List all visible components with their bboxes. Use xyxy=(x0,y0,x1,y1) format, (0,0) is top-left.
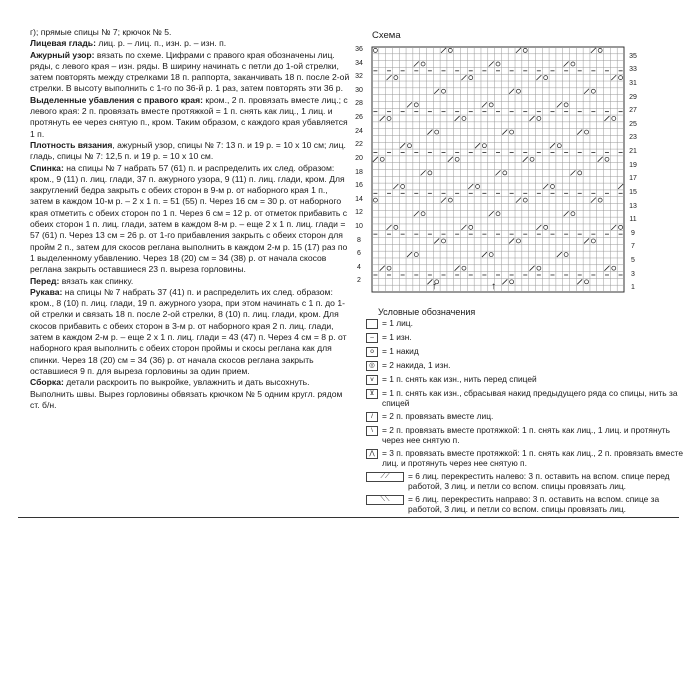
sleeves-paragraph: Рукава: на спицы № 7 набрать 37 (41) п. и распределить их след. образом: кром., 8 (10) п. лиц. глади, 19 п. ажурного узора, при этом начинать с 1 п. до 1-ой стрелки и связать 18 п. после 2-ой стрелки, 8 (10) п. лиц. глади, кром. Для скосов прибавить с обеих сторон в 3-м р. от наборного края 2 п. лиц. глади, затем в каждом 2-м р. – еще 2 х 1 п. лиц. глади = 43 (47) п. Через 4 см = 8 р. от наборного края выполнить с обеих сторон проймы и скосы реглана как для спинки. Через 18 (20) см = 34 (36) р. от начала скосов реглана закрыть оставшиеся 9 п. для выреза горловины за один прием. xyxy=(30,286,347,376)
row-number-left: 24 xyxy=(355,127,363,135)
repeat-start-arrow-icon: ↑ xyxy=(432,281,437,292)
row-number-left: 16 xyxy=(355,182,363,190)
legend-title: Условные обозначения xyxy=(378,307,476,317)
assembly-paragraph: Сборка: детали раскроить по выкройке, увлажнить и дать высохнуть. Выполнить швы. Вырез горловины обвязать крючком № 5 одним кругл. рядом ст. б/н. xyxy=(30,377,343,410)
row-number-right: 33 xyxy=(629,66,637,74)
row-number-left: 10 xyxy=(355,222,363,230)
legend-list xyxy=(366,318,686,517)
decreases-paragraph: Выделенные убавления с правого края: кром., 2 п. провязать вместе лиц.; с левого края: 2 п. провязать вместе протяжкой = 1 п. снять как лиц., 1 лиц. и протянуть ее через снятую п., кром. Таким образом, с каждого края убавляется 1 п. xyxy=(30,94,348,139)
row-number-right: 25 xyxy=(629,120,637,128)
row-number-right: 11 xyxy=(629,216,637,224)
legend-item xyxy=(366,318,686,329)
row-number-left: 20 xyxy=(355,154,363,162)
legend-text: = 2 п. провязать вместе протяжкой: 1 п. снять как лиц., 1 лиц. и протянуть через нее снятую п. xyxy=(382,425,670,445)
legend-symbol-icon: ⋀ xyxy=(366,449,378,459)
legend-symbol-icon: ◎ xyxy=(366,361,378,371)
legend-text: = 3 п. провязать вместе протяжкой: 1 п. снять как лиц., 2 п. провязать вместе лиц. и протянуть через нее снятую п. xyxy=(382,448,684,468)
row-number-right: 17 xyxy=(629,175,637,183)
legend-text: = 6 лиц. перекрестить направо: 3 п. оставить на вспом. спице за работой, 3 лиц. и петли со вспом. спицы провязать лиц. xyxy=(408,494,660,514)
legend-item xyxy=(366,448,686,468)
row-number-right: 31 xyxy=(629,80,637,88)
front-paragraph: Перед: вязать как спинку. xyxy=(30,275,134,286)
legend-item xyxy=(366,411,686,422)
row-number-left: 8 xyxy=(357,236,361,244)
legend-text: = 1 п. снять как изн., сбрасывая накид предыдущего ряда со спицы, нить за спицей xyxy=(382,388,678,408)
chart-grid xyxy=(370,45,660,295)
stockinette-paragraph: Лицевая гладь: лиц. р. – лиц. п., изн. р. – изн. п. xyxy=(30,38,227,49)
row-number-right: 13 xyxy=(629,202,637,210)
row-number-right: 23 xyxy=(629,134,637,142)
row-number-right: 35 xyxy=(629,52,637,60)
legend-item xyxy=(366,360,686,371)
row-number-right: 27 xyxy=(629,107,637,115)
legend-symbol-icon xyxy=(366,319,378,329)
row-number-left: 14 xyxy=(355,195,363,203)
row-number-left: 22 xyxy=(355,141,363,149)
legend-item xyxy=(366,346,686,357)
legend-item xyxy=(366,388,686,408)
row-number-left: 6 xyxy=(357,250,361,258)
row-number-right: 7 xyxy=(631,243,635,251)
materials-line: г); прямые спицы № 7; крючок № 5. xyxy=(30,27,172,37)
legend-text: = 6 лиц. перекрестить налево: 3 п. оставить на вспом. спице перед работой, 3 лиц. и петли со вспом. спицы провязать лиц. xyxy=(408,471,670,491)
row-number-left: 30 xyxy=(355,86,363,94)
legend-text: = 1 накид xyxy=(382,346,419,356)
page-divider xyxy=(18,517,679,518)
row-number-left: 26 xyxy=(355,114,363,122)
legend-symbol-icon: – xyxy=(366,333,378,343)
row-number-left: 34 xyxy=(355,59,363,67)
legend-symbol-icon: o xyxy=(366,347,378,357)
repeat-end-arrow-icon: ↑ xyxy=(491,281,496,292)
legend-symbol-icon: / xyxy=(366,412,378,422)
row-number-right: 21 xyxy=(629,148,637,156)
legend-text: = 2 п. провязать вместе лиц. xyxy=(382,411,494,421)
row-number-left: 36 xyxy=(355,46,363,53)
row-number-left: 32 xyxy=(355,73,363,81)
lace-pattern-paragraph: Ажурный узор: вязать по схеме. Цифрами с правого края обозначены лиц. ряды, с левого края – изн. ряды. В ширину начинать с петли до 1-ой стрелки, затем повторять между стрелками 18 п. раппорта, заканчивать 18 п. после 2-ой стрелки. В высоту выполнить с 1-го по 36-й р. 1 раз, затем повторять эти 36 р. xyxy=(30,49,350,94)
row-number-right: 29 xyxy=(629,93,637,101)
legend-item xyxy=(366,494,686,514)
row-number-left: 4 xyxy=(357,263,361,271)
legend-item xyxy=(366,374,686,385)
gauge-paragraph: Плотность вязания, ажурный узор, спицы № 7: 13 п. и 19 р. = 10 х 10 см; лиц. гладь, спицы № 7: 12,5 п. и 19 р. = 10 х 10 см. xyxy=(30,139,346,162)
row-number-right: 19 xyxy=(629,161,637,169)
legend-symbol-icon: ⟋⟋ xyxy=(366,472,404,482)
row-number-left: 18 xyxy=(355,168,363,176)
back-paragraph: Спинка: на спицы № 7 набрать 57 (61) п. и распределить их след. образом: кром., 9 (11) п. лиц. глади, 37 п. ажурного узора, 9 (11) п. лиц. глади, кром. Для закруглений бедра закрыть с обеих сторон в 9-м р. от наборного края 1 п., затем в каждом 10-м р. – 2 х 1 п. = 51 (55) п. Через 16 см = 30 р. от наборного края отметить с обеих сторон по 1 п. Через 6 см = 12 р. от отметок прибавить с обеих сторон 1 п. лиц. глади, затем в каждом 8-м р. – еще 2 х 1 п. лиц. глади = 57 (61) п. Через 13 см = 26 р. от 1-го прибавления закрыть с обеих сторон для пройм 2 п., затем для скосов реглана выполнить в каждом 2-м р. 15 (17) раз по 1 выделенному убавлению. Через 18 (20) см = 34 (38) р. от начала скосов реглана закрыть оставшиеся 23 п. выреза горловины. xyxy=(30,162,348,275)
legend-symbol-icon: ⟍⟍ xyxy=(366,495,404,505)
row-number-left: 28 xyxy=(355,100,363,108)
legend-text: = 2 накида, 1 изн. xyxy=(382,360,451,370)
row-number-right: 3 xyxy=(631,270,635,278)
row-number-left: 12 xyxy=(355,209,363,217)
legend-symbol-icon: ⊻ xyxy=(366,389,378,399)
instructions-text xyxy=(30,27,350,411)
row-number-right: 5 xyxy=(631,256,635,264)
legend-item xyxy=(366,332,686,343)
legend-text: = 1 изн. xyxy=(382,332,412,342)
legend-symbol-icon: \ xyxy=(366,426,378,436)
schema-title: Схема xyxy=(372,30,401,41)
legend-text: = 1 лиц. xyxy=(382,318,413,328)
legend-item xyxy=(366,471,686,491)
row-number-right: 15 xyxy=(629,188,637,196)
row-number-right: 9 xyxy=(631,229,635,237)
legend-item xyxy=(366,425,686,445)
row-number-left: 2 xyxy=(357,277,361,285)
row-number-right: 1 xyxy=(631,284,635,292)
legend-symbol-icon: v xyxy=(366,375,378,385)
legend-text: = 1 п. снять как изн., нить перед спицей xyxy=(382,374,537,384)
